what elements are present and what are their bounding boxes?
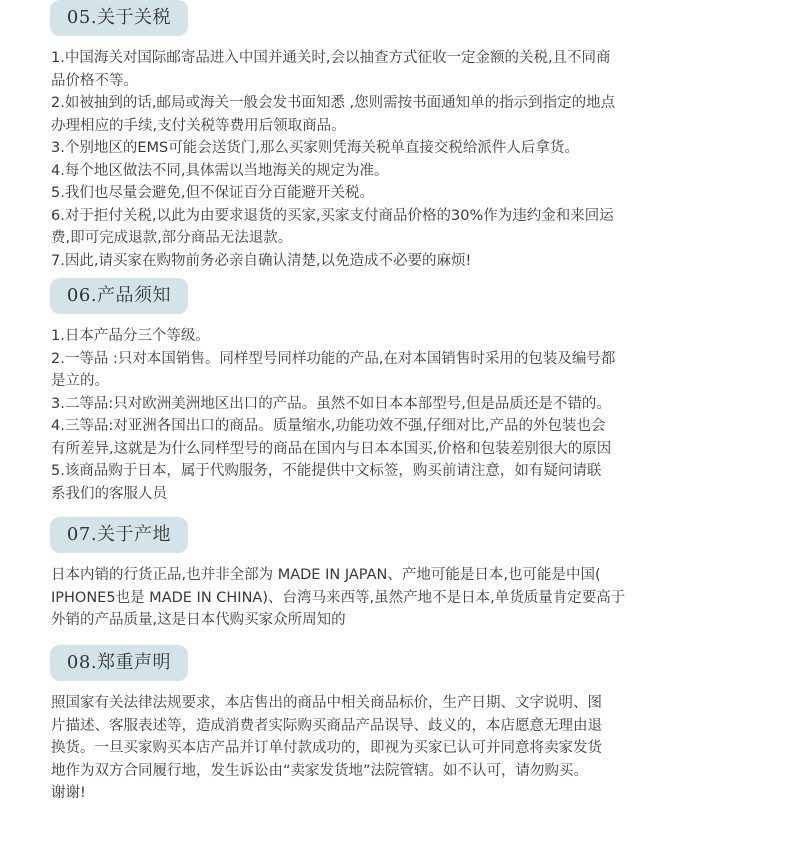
- text-line: 4.每个地区做法不同,具体需以当地海关的规定为准。: [51, 162, 389, 179]
- section-08-title: 08.郑重声明: [50, 645, 188, 681]
- text-line: 1.日本产品分三个等级。: [51, 328, 210, 344]
- text-line: 照国家有关法律法规要求，本店售出的商品中相关商品标价，生产日期、文字说明、图: [51, 695, 602, 711]
- section-06-title: 06.产品须知: [50, 278, 188, 314]
- text-line: 7.因此,请买家在购物前务必亲自确认清楚,以免造成不必要的麻烦!: [51, 252, 472, 269]
- text-line: 1.中国海关对国际邮寄品进入中国并通关时,会以抽查方式征收一定金额的关税,且不同商: [51, 50, 611, 66]
- text-line: 有所差异,这就是为什么同样型号的商品在国内与日本本国买,价格和包装差别很大的原因: [51, 440, 612, 457]
- section-06-body: [51, 325, 751, 505]
- section-07-body: [51, 564, 751, 632]
- text-line: IPHONE5也是 MADE IN CHINA)、台湾马来西等,虽然产地不是日本,单货质量肯定要高于: [51, 589, 626, 606]
- text-line: 4.三等品:对亚洲各国出口的商品。质量缩水,功能功效不强,仔细对比,产品的外包装也会: [51, 418, 606, 434]
- text-line: 谢谢!: [51, 785, 86, 801]
- text-line: 外销的产品质量,这是日本代购买家众所周知的: [51, 612, 346, 628]
- text-line: 系我们的客服人员: [51, 485, 167, 502]
- text-line: 是立的。: [51, 373, 109, 389]
- text-line: 办理相应的手续,支付关税等费用后领取商品。: [51, 117, 346, 134]
- section-08-body: [51, 692, 751, 805]
- text-line: 费,即可完成退款,部分商品无法退款。: [51, 230, 293, 246]
- text-line: 6.对于拒付关税,以此为由要求退货的买家,买家支付商品价格的30%作为违约金和来回运: [51, 207, 614, 224]
- section-05-title: 05.关于关税: [50, 0, 188, 36]
- text-line: 5.该商品购于日本，属于代购服务，不能提供中文标签，购买前请注意，如有疑问请联: [51, 463, 602, 479]
- text-line: 日本内销的行货正品,也并非全部为 MADE IN JAPAN、产地可能是日本,也可能是中国(: [51, 567, 601, 583]
- text-line: 5.我们也尽量会避免,但不保证百分百能避开关税。: [51, 185, 374, 201]
- text-line: 地作为双方合同履行地，发生诉讼由“卖家发货地”法院管辖。如不认可，请勿购买。: [51, 762, 589, 779]
- text-line: 2.如被抽到的话,邮局或海关一般会发书面知悉 ,您则需按书面通知单的指示到指定的地点: [51, 95, 616, 111]
- text-line: 3.个别地区的EMS可能会送货门,那么买家则凭海关税单直接交税给派件人后拿货。: [51, 140, 579, 156]
- section-07-title: 07.关于产地: [50, 517, 188, 553]
- text-line: 片描述、客服表述等，造成消费者实际购买商品产品误导、歧义的，本店愿意无理由退: [51, 717, 602, 734]
- text-line: 2.一等品 :只对本国销售。同样型号同样功能的产品,在对本国销售时采用的包装及编号都: [51, 350, 616, 367]
- text-line: 品价格不等。: [51, 72, 138, 89]
- section-05-body: [51, 47, 751, 272]
- text-line: 换货。一旦买家购买本店产品并订单付款成功的，即视为买家已认可并同意将卖家发货: [51, 740, 602, 756]
- text-line: 3.二等品:只对欧洲美洲地区出口的产品。虽然不如日本本部型号,但是品质还是不错的。: [51, 395, 611, 412]
